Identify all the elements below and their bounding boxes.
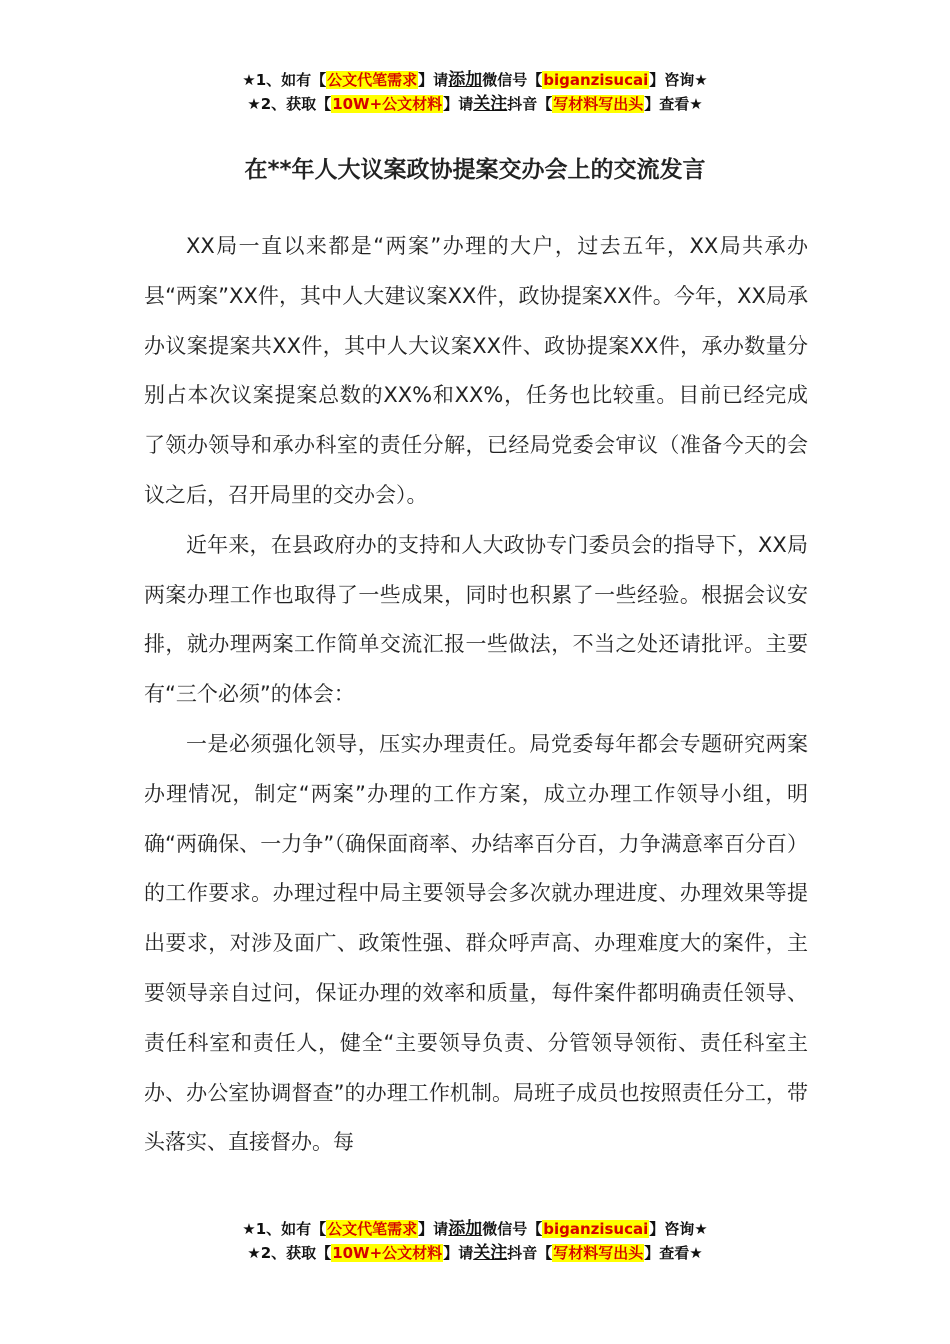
banner-highlight: biganzisucai [543, 71, 649, 89]
banner-text: 】请 [418, 71, 449, 89]
banner-text: ★1、如有【 [242, 1220, 327, 1238]
banner-text: 】查看★ [644, 95, 703, 113]
banner-highlight: 10W+公文材料 [332, 95, 443, 113]
banner-text: 微信号【 [482, 71, 543, 89]
banner-emphasis: 添加 [448, 70, 483, 90]
banner-text: 】请 [443, 1244, 474, 1262]
banner-emphasis: 添加 [448, 1219, 483, 1239]
banner-emphasis: 关注 [473, 94, 508, 114]
banner-text: 】查看★ [644, 1244, 703, 1262]
banner-line-1 [0, 1217, 950, 1241]
banner-text: ★2、获取【 [247, 1244, 332, 1262]
banner-text: 微信号【 [482, 1220, 543, 1238]
promo-banner-top [0, 68, 950, 116]
banner-line-2 [0, 1241, 950, 1265]
banner-text: 抖音【 [507, 95, 553, 113]
banner-highlight: 公文代笔需求 [327, 71, 418, 89]
banner-text: 】咨询★ [649, 71, 708, 89]
banner-text: 】咨询★ [649, 1220, 708, 1238]
banner-line-1 [0, 68, 950, 92]
banner-text: 】请 [443, 95, 474, 113]
paragraph: 一是必须强化领导，压实办理责任。局党委每年都会专题研究两案办理情况，制定“两案”办理的工作方案，成立办理工作领导小组，明确“两确保、一力争”（确保面商率、办结率百分百，力争满意率百分百）的工作要求。办理过程中局主要领导会多次就办理进度、办理效果等提出要求，对涉及面广、政策性强、群众呼声高、办理难度大的案件，主要领导亲自过问，保证办理的效率和质量，每件案件都明确责任领导、责任科室和责任人，健全“主要领导负责、分管领导领衔、责任科室主办、办公室协调督查”的办理工作机制。局班子成员也按照责任分工，带头落实、直接督办。每 [144, 731, 808, 1155]
banner-highlight: 10W+公文材料 [332, 1244, 443, 1262]
banner-highlight: biganzisucai [543, 1220, 649, 1238]
banner-text: 抖音【 [507, 1244, 553, 1262]
banner-text: 】请 [418, 1220, 449, 1238]
banner-emphasis: 关注 [473, 1243, 508, 1263]
banner-text: ★2、获取【 [247, 95, 332, 113]
document-title: 在**年人大议案政协提案交办会上的交流发言 [244, 157, 706, 183]
promo-banner-bottom [0, 1217, 950, 1265]
banner-text: ★1、如有【 [242, 71, 327, 89]
banner-highlight: 写材料写出头 [553, 95, 644, 113]
paragraph: 近年来，在县政府办的支持和人大政协专门委员会的指导下，XX局两案办理工作也取得了一些成果，同时也积累了一些经验。根据会议安排，就办理两案工作简单交流汇报一些做法，不当之处还请批评。主要有“三个必须”的体会： [144, 532, 808, 707]
paragraph: XX局一直以来都是“两案”办理的大户，过去五年，XX局共承办县“两案”XX件，其中人大建议案XX件，政协提案XX件。今年，XX局承办议案提案共XX件，其中人大议案XX件、政协提案XX件，承办数量分别占本次议案提案总数的XX%和XX%，任务也比较重。目前已经完成了领办领导和承办科室的责任分解，已经局党委会审议（准备今天的会议之后，召开局里的交办会）。 [144, 234, 808, 507]
banner-line-2 [0, 92, 950, 116]
document-body [144, 222, 808, 1168]
banner-highlight: 公文代笔需求 [327, 1220, 418, 1238]
banner-highlight: 写材料写出头 [553, 1244, 644, 1262]
